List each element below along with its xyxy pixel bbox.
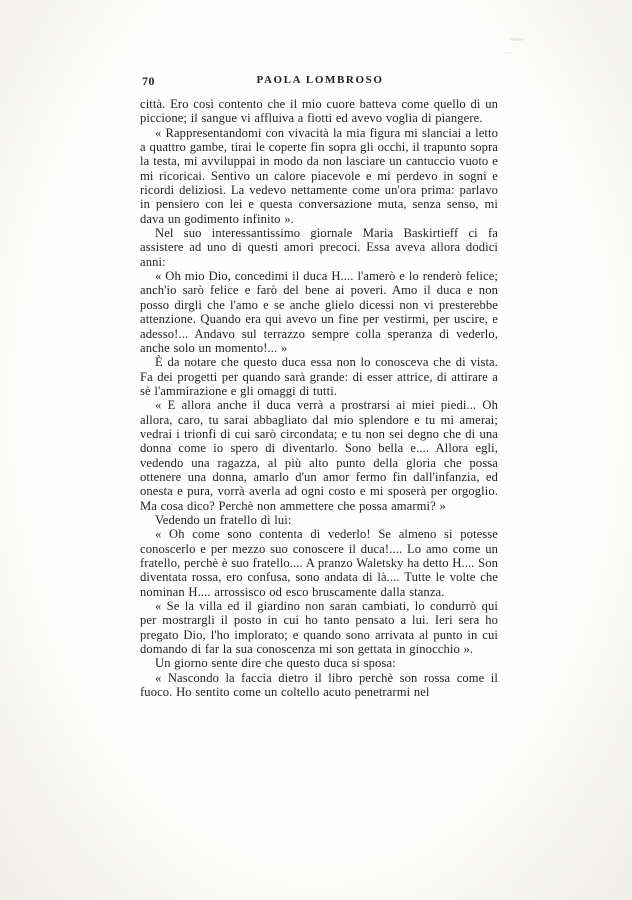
scan-artifact — [510, 38, 524, 41]
paragraph: « Oh come sono contenta di vederlo! Se almeno si potesse conoscerlo e per mezzo suo conoscere il duca!.... Lo amo come un fratello, perchè è suo fratello.... A pranzo Waletsky ha detto H.... Son diventata rossa, ero confusa, sono andata di là.... Tutte le volte che nominan H.... arrossisco od esco bruscamente dalla stanza. — [140, 527, 498, 599]
paragraph: « Se la villa ed il giardino non saran cambiati, lo condurrò qui per mostrargli il posto in cui ho tanto pensato a lui. Ieri sera ho pregato Dio, l'ho implorato; e quando sono arrivata al punto in cui domando di far la sua conoscenza mi son gettata in ginocchio ». — [140, 599, 498, 657]
paragraph: « Rappresentandomi con vivacità la mia figura mi slanciai a letto a quattro gambe, tirai le coperte fin sopra gli occhi, il trapunto sopra la testa, mi avviluppai in modo da non lasciare un cantuccio vuoto e mi ricoricai. Sentivo un calore piacevole e mi perdevo in sogni e ricordi deliziosi. La vedevo nettamente come un'ora prima: parlavo in pensiero con lei e questa conversazione muta, senza senso, mi dava un godimento infinito ». — [140, 125, 498, 226]
page-number: 70 — [142, 74, 155, 88]
body-text-block — [140, 97, 498, 699]
paragraph: Nel suo interessantissimo giornale Maria Baskirtieff ci fa assistere ad uno di questi amori precoci. Essa aveva allora dodici anni: — [140, 226, 498, 269]
running-title: PAOLA LOMBROSO — [256, 74, 384, 86]
paragraph: « Oh mio Dio, concedimi il duca H.... l'amerò e lo renderò felice; anch'io sarò felice e farò del bene ai poveri. Amo il duca e non posso dirgli che l'amo e se anche glielo dicessi non vi presterebbe attenzione. Quando era qui avevo un fine per vestirmi, per uscire, e adesso!... Andavo sul terrazzo sempre colla speranza di vederlo, anche solo un momento!... » — [140, 269, 498, 355]
paragraph: « Nascondo la faccia dietro il libro perchè son rossa come il fuoco. Ho sentito come un coltello acuto penetrarmi nel — [140, 670, 498, 700]
paragraph: città. Ero così contento che il mio cuore batteva come quello di un piccione; il sangue vi affluiva a fiotti ed avevo voglia di piangere. — [140, 97, 498, 126]
running-header — [140, 74, 500, 90]
paragraph: È da notare che questo duca essa non lo conosceva che di vista. Fa dei progetti per quando sarà grande: di esser attrice, di attirare a sè l'ammirazione e gli omaggi di tutti. — [140, 355, 498, 398]
paragraph: Un giorno sente dire che questo duca si sposa: — [155, 656, 396, 671]
paragraph: Vedendo un fratello di lui: — [155, 512, 292, 527]
paragraph: « E allora anche il duca verrà a prostrarsi ai miei piedi... Oh allora, caro, tu sarai abbagliato dal mio splendore e tu mi amerai; vedrai i trionfi di cui sarò circondata; e tu non sei degno che di una donna come io spero di diventarlo. Sono bella e.... Allora egli, vedendo una ragazza, al più alto punto della gloria che possa ottenere una donna, amarlo d'un amor fermo fin dall'infanzia, ed onesta e pura, vorrà averla ad ogni costo e mi sposerà per orgoglio. Ma cosa dico? Perchè non ammettere che possa amarmi? » — [140, 398, 498, 513]
scan-artifact — [503, 52, 512, 54]
